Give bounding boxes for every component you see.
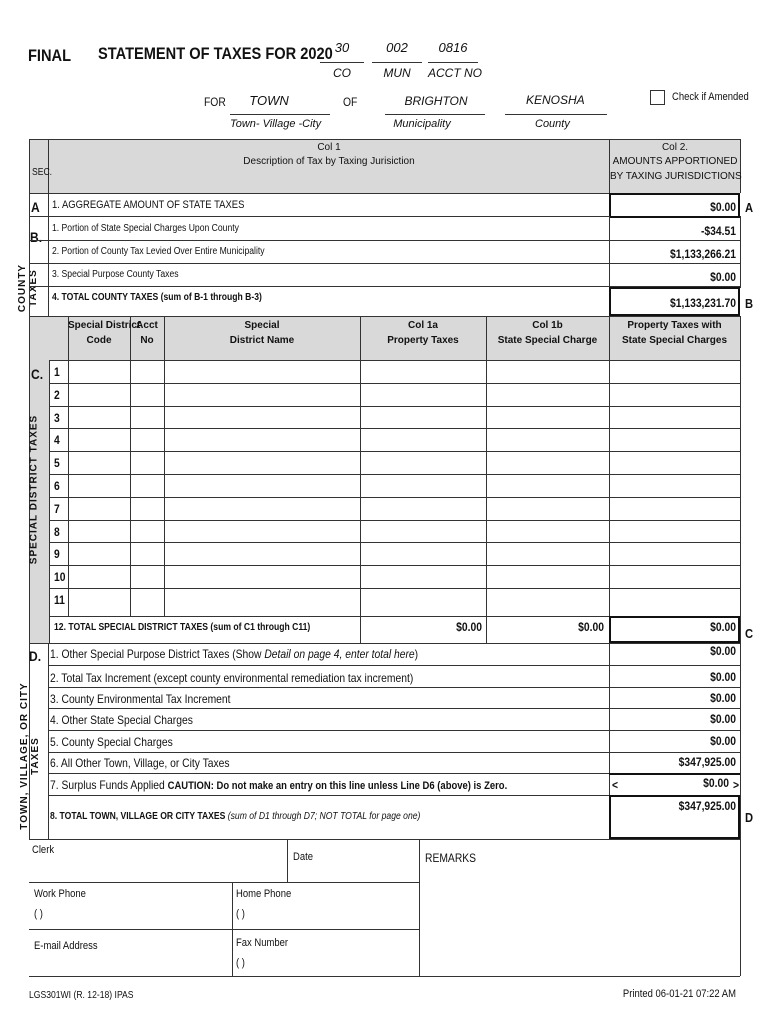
col1-description: Description of Tax by Taxing Jurisiction [243,156,415,167]
remarks-field[interactable] [421,870,737,972]
acct-label: ACCT NO [428,66,482,80]
special-district-row-number: 5 [54,456,60,470]
special-district-row[interactable] [49,428,740,451]
col2-line2: BY TAXING JURISDICTIONS [610,171,742,182]
sec-label: SEC. [32,167,53,178]
special-district-row-number: 10 [54,570,66,584]
d2-desc: 2. Total Tax Increment (except county environmental remediation tax increment) [50,671,414,685]
special-district-row-number: 1 [54,365,60,379]
c12-desc: 12. TOTAL SPECIAL DISTRICT TAXES (sum of C1 through C11) [54,622,311,633]
mun-label: MUN [383,66,411,80]
special-district-row[interactable] [49,565,740,588]
mun-value: 002 [386,40,408,55]
col-name-header: Special District Name [229,320,295,346]
section-c-right-letter: C [745,626,754,641]
town-sublabel: Town- Village -City [230,118,322,130]
county-taxes-side-label: COUNTY TAXES [17,263,39,313]
special-district-row[interactable] [49,497,740,520]
final-label: FINAL [28,46,72,65]
email-field[interactable] [32,955,228,973]
co-label: CO [333,66,351,80]
special-district-row[interactable] [49,406,740,429]
section-a-amount: $0.00 [710,200,736,214]
d2-amount: $0.00 [710,670,736,684]
d4-amount: $0.00 [710,712,736,726]
page-title: STATEMENT OF TAXES FOR 2020 [98,44,333,63]
special-district-row-number: 7 [54,502,60,516]
of-label: OF [343,95,358,109]
special-district-row[interactable] [49,542,740,565]
b4-desc: 4. TOTAL COUNTY TAXES (sum of B-1 through B-3) [52,292,262,303]
d5-desc: 5. County Special Charges [50,735,173,749]
section-c-letter: C. [31,366,44,382]
special-district-row-number: 2 [54,388,60,402]
d8-desc: 8. TOTAL TOWN, VILLAGE OR CITY TAXES (sum of D1 through D7; NOT TOTAL for page one) [50,811,421,822]
d4-desc: 4. Other State Special Charges [50,713,193,727]
section-b-letter: B. [30,229,43,245]
special-district-row-number: 6 [54,479,60,493]
special-district-row[interactable] [49,383,740,406]
clerk-field[interactable] [30,858,285,880]
b3-desc: 3. Special Purpose County Taxes [52,269,179,280]
b4-amount: $1,133,231.70 [669,296,736,310]
county-sublabel: County [535,118,570,130]
b3-amount: $0.00 [710,270,736,284]
col-2-header: Property Taxes with State Special Charges [621,320,728,346]
work-phone-label: Work Phone [34,888,86,900]
home-phone-field[interactable]: ( ) [236,908,245,920]
special-district-row-number: 4 [54,433,60,447]
special-district-row[interactable] [49,520,740,543]
municipality-sublabel: Municipality [393,118,451,130]
col-1b-header: Col 1b State Special Charge [497,320,598,346]
special-district-row[interactable] [49,588,740,611]
special-district-side-label: SPECIAL DISTRICT TAXES [28,414,40,565]
section-d-right-letter: D [745,810,754,825]
section-d-letter: D. [29,648,42,664]
acct-value: 0816 [438,40,468,55]
special-district-row[interactable] [49,474,740,497]
section-b-right-letter: B [745,296,754,311]
b1-desc: 1. Portion of State Special Charges Upon County [52,223,239,234]
d7-desc: 7. Surplus Funds Applied CAUTION: Do not make an entry on this line unless Line D6 (above) is Zero. [50,778,508,792]
town-taxes-side-label: TOWN, VILLAGE, OR CITY TAXES [19,682,41,830]
amended-label: Check if Amended [672,91,749,103]
d1-desc: 1. Other Special Purpose District Taxes (Show Detail on page 4, enter total here) [50,647,419,661]
section-a-letter: A [31,199,40,215]
work-phone-field[interactable]: ( ) [34,908,43,920]
amended-checkbox[interactable] [650,90,665,105]
special-district-row-number: 11 [54,593,65,607]
d7-greater-than: > [733,778,740,792]
section-a-desc: 1. AGGREGATE AMOUNT OF STATE TAXES [52,199,245,211]
b2-amount: $1,133,266.21 [669,247,736,261]
home-phone-label: Home Phone [236,888,292,900]
c12-col1a: $0.00 [456,620,482,634]
co-value: 30 [334,40,350,55]
d8-amount: $347,925.00 [678,799,736,813]
email-label: E-mail Address [34,940,98,952]
col-code-header: Special District Code [68,320,141,346]
date-label: Date [293,851,313,863]
for-value: TOWN [249,93,289,108]
d7-amount: $0.00 [703,776,729,790]
form-id: LGS301WI (R. 12-18) IPAS [29,990,134,1001]
special-district-row-number: 9 [54,547,60,561]
for-label: FOR [204,95,226,109]
printed-timestamp: Printed 06-01-21 07:22 AM [622,988,736,1000]
d6-amount: $347,925.00 [678,755,736,769]
of-value: BRIGHTON [404,94,468,108]
clerk-label: Clerk [32,844,55,856]
special-district-row[interactable] [49,360,740,383]
special-district-row[interactable] [49,451,740,474]
d5-amount: $0.00 [710,734,736,748]
b2-desc: 2. Portion of County Tax Levied Over Entire Municipality [52,246,265,257]
fax-label: Fax Number [236,937,289,949]
remarks-label: REMARKS [425,851,477,865]
c12-amount: $0.00 [710,620,736,634]
c12-col1b: $0.00 [578,620,604,634]
col-acct-header: Acct No [136,320,158,346]
special-district-row-number: 8 [54,525,60,539]
col2-line1: AMOUNTS APPORTIONED [612,156,738,167]
d7-less-than: < [612,778,619,792]
fax-field[interactable]: ( ) [236,957,245,969]
d1-amount: $0.00 [710,644,736,658]
d3-desc: 3. County Environmental Tax Increment [50,692,231,706]
col-1a-header: Col 1a Property Taxes [387,320,459,346]
d3-amount: $0.00 [710,691,736,705]
d6-desc: 6. All Other Town, Village, or City Taxes [50,756,230,770]
col2-title: Col 2. [661,142,689,153]
special-district-row-number: 3 [54,411,60,425]
b1-amount: -$34.51 [700,224,736,238]
county-value: KENOSHA [526,93,585,107]
col1-title: Col 1 [317,142,341,153]
section-a-right-letter: A [745,200,754,215]
